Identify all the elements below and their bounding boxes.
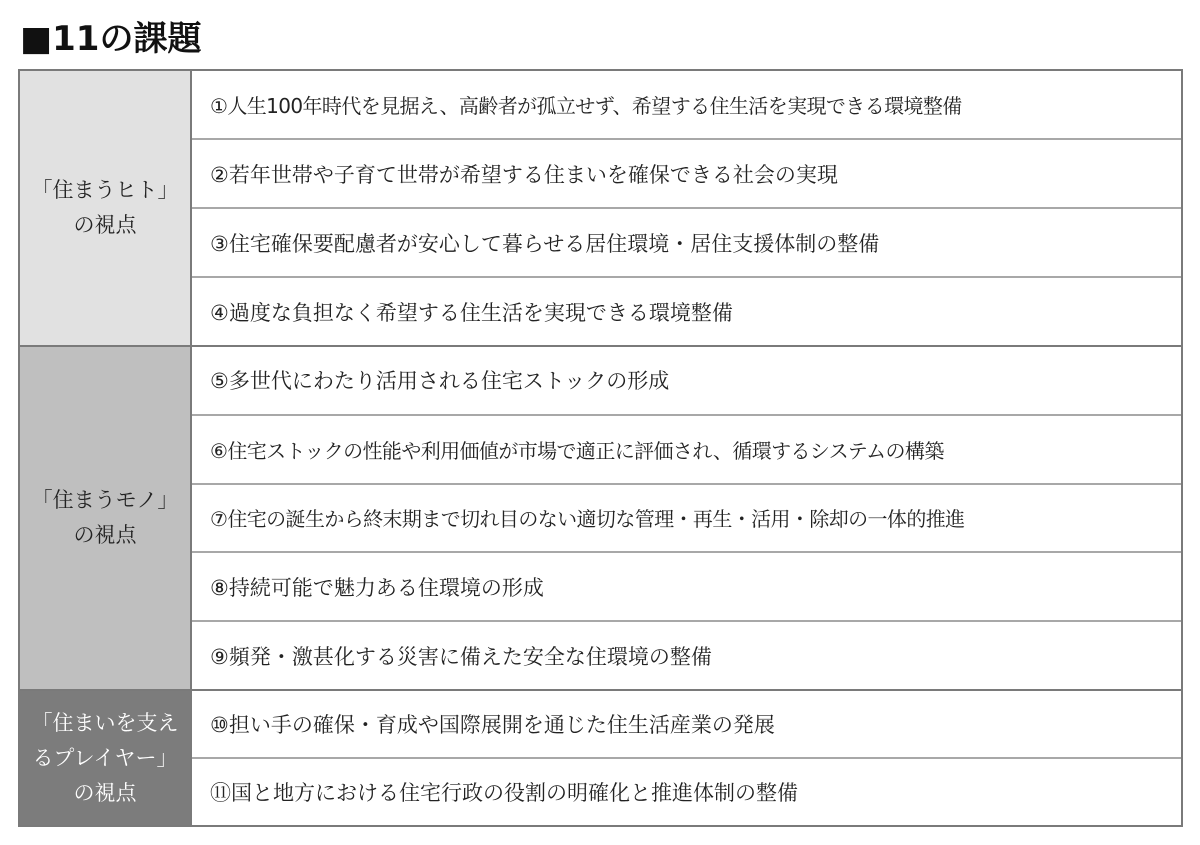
issue-item-2: ②若年世帯や子育て世帯が希望する住まいを確保できる社会の実現 xyxy=(192,140,1181,209)
issue-item-6: ⑥住宅ストックの性能や利用価値が市場で適正に評価され、循環するシステムの構築 xyxy=(192,416,1181,485)
group-items xyxy=(192,347,1181,689)
issue-item-1: ①人生100年時代を見据え、高齢者が孤立せず、希望する住生活を実現できる環境整備 xyxy=(192,71,1181,140)
issue-item-5: ⑤多世代にわたり活用される住宅ストックの形成 xyxy=(192,347,1181,416)
group-label-line: の視点 xyxy=(73,523,137,547)
group-items xyxy=(192,691,1181,825)
group-items xyxy=(192,71,1181,345)
issue-item-4: ④過度な負担なく希望する住生活を実現できる環境整備 xyxy=(210,300,733,325)
issue-item-7: ⑦住宅の誕生から終末期まで切れ目のない適切な管理・再生・活用・除却の一体的推進 xyxy=(192,485,1181,554)
group-label-line: の視点 xyxy=(73,213,137,237)
group-people xyxy=(20,71,1181,347)
group-players xyxy=(20,691,1181,825)
group-label-players xyxy=(20,691,192,825)
group-label-line: るプレイヤー」 xyxy=(32,745,178,770)
group-things xyxy=(20,347,1181,691)
group-label-line: 「住まうモノ」 xyxy=(31,488,179,512)
group-label-things xyxy=(20,347,192,689)
issue-item-3: ③住宅確保要配慮者が安心して暮らせる居住環境・居住支援体制の整備 xyxy=(192,209,1181,278)
issue-item-11: ⑪国と地方における住宅行政の役割の明確化と推進体制の整備 xyxy=(210,781,798,805)
group-label-line: の視点 xyxy=(73,780,137,805)
issue-item-8: ⑧持続可能で魅力ある住環境の形成 xyxy=(192,553,1181,622)
group-label-line: 「住まうヒト」 xyxy=(31,178,179,202)
issue-item-10: ⑩担い手の確保・育成や国際展開を通じた住生活産業の発展 xyxy=(192,691,1181,759)
group-label-people xyxy=(20,71,192,345)
issues-table xyxy=(18,69,1183,827)
issue-item-9: ⑨頻発・激甚化する災害に備えた安全な住環境の整備 xyxy=(210,644,712,669)
group-label-line: 「住まいを支え xyxy=(31,710,179,735)
page-title: ■11の課題 xyxy=(20,19,202,59)
